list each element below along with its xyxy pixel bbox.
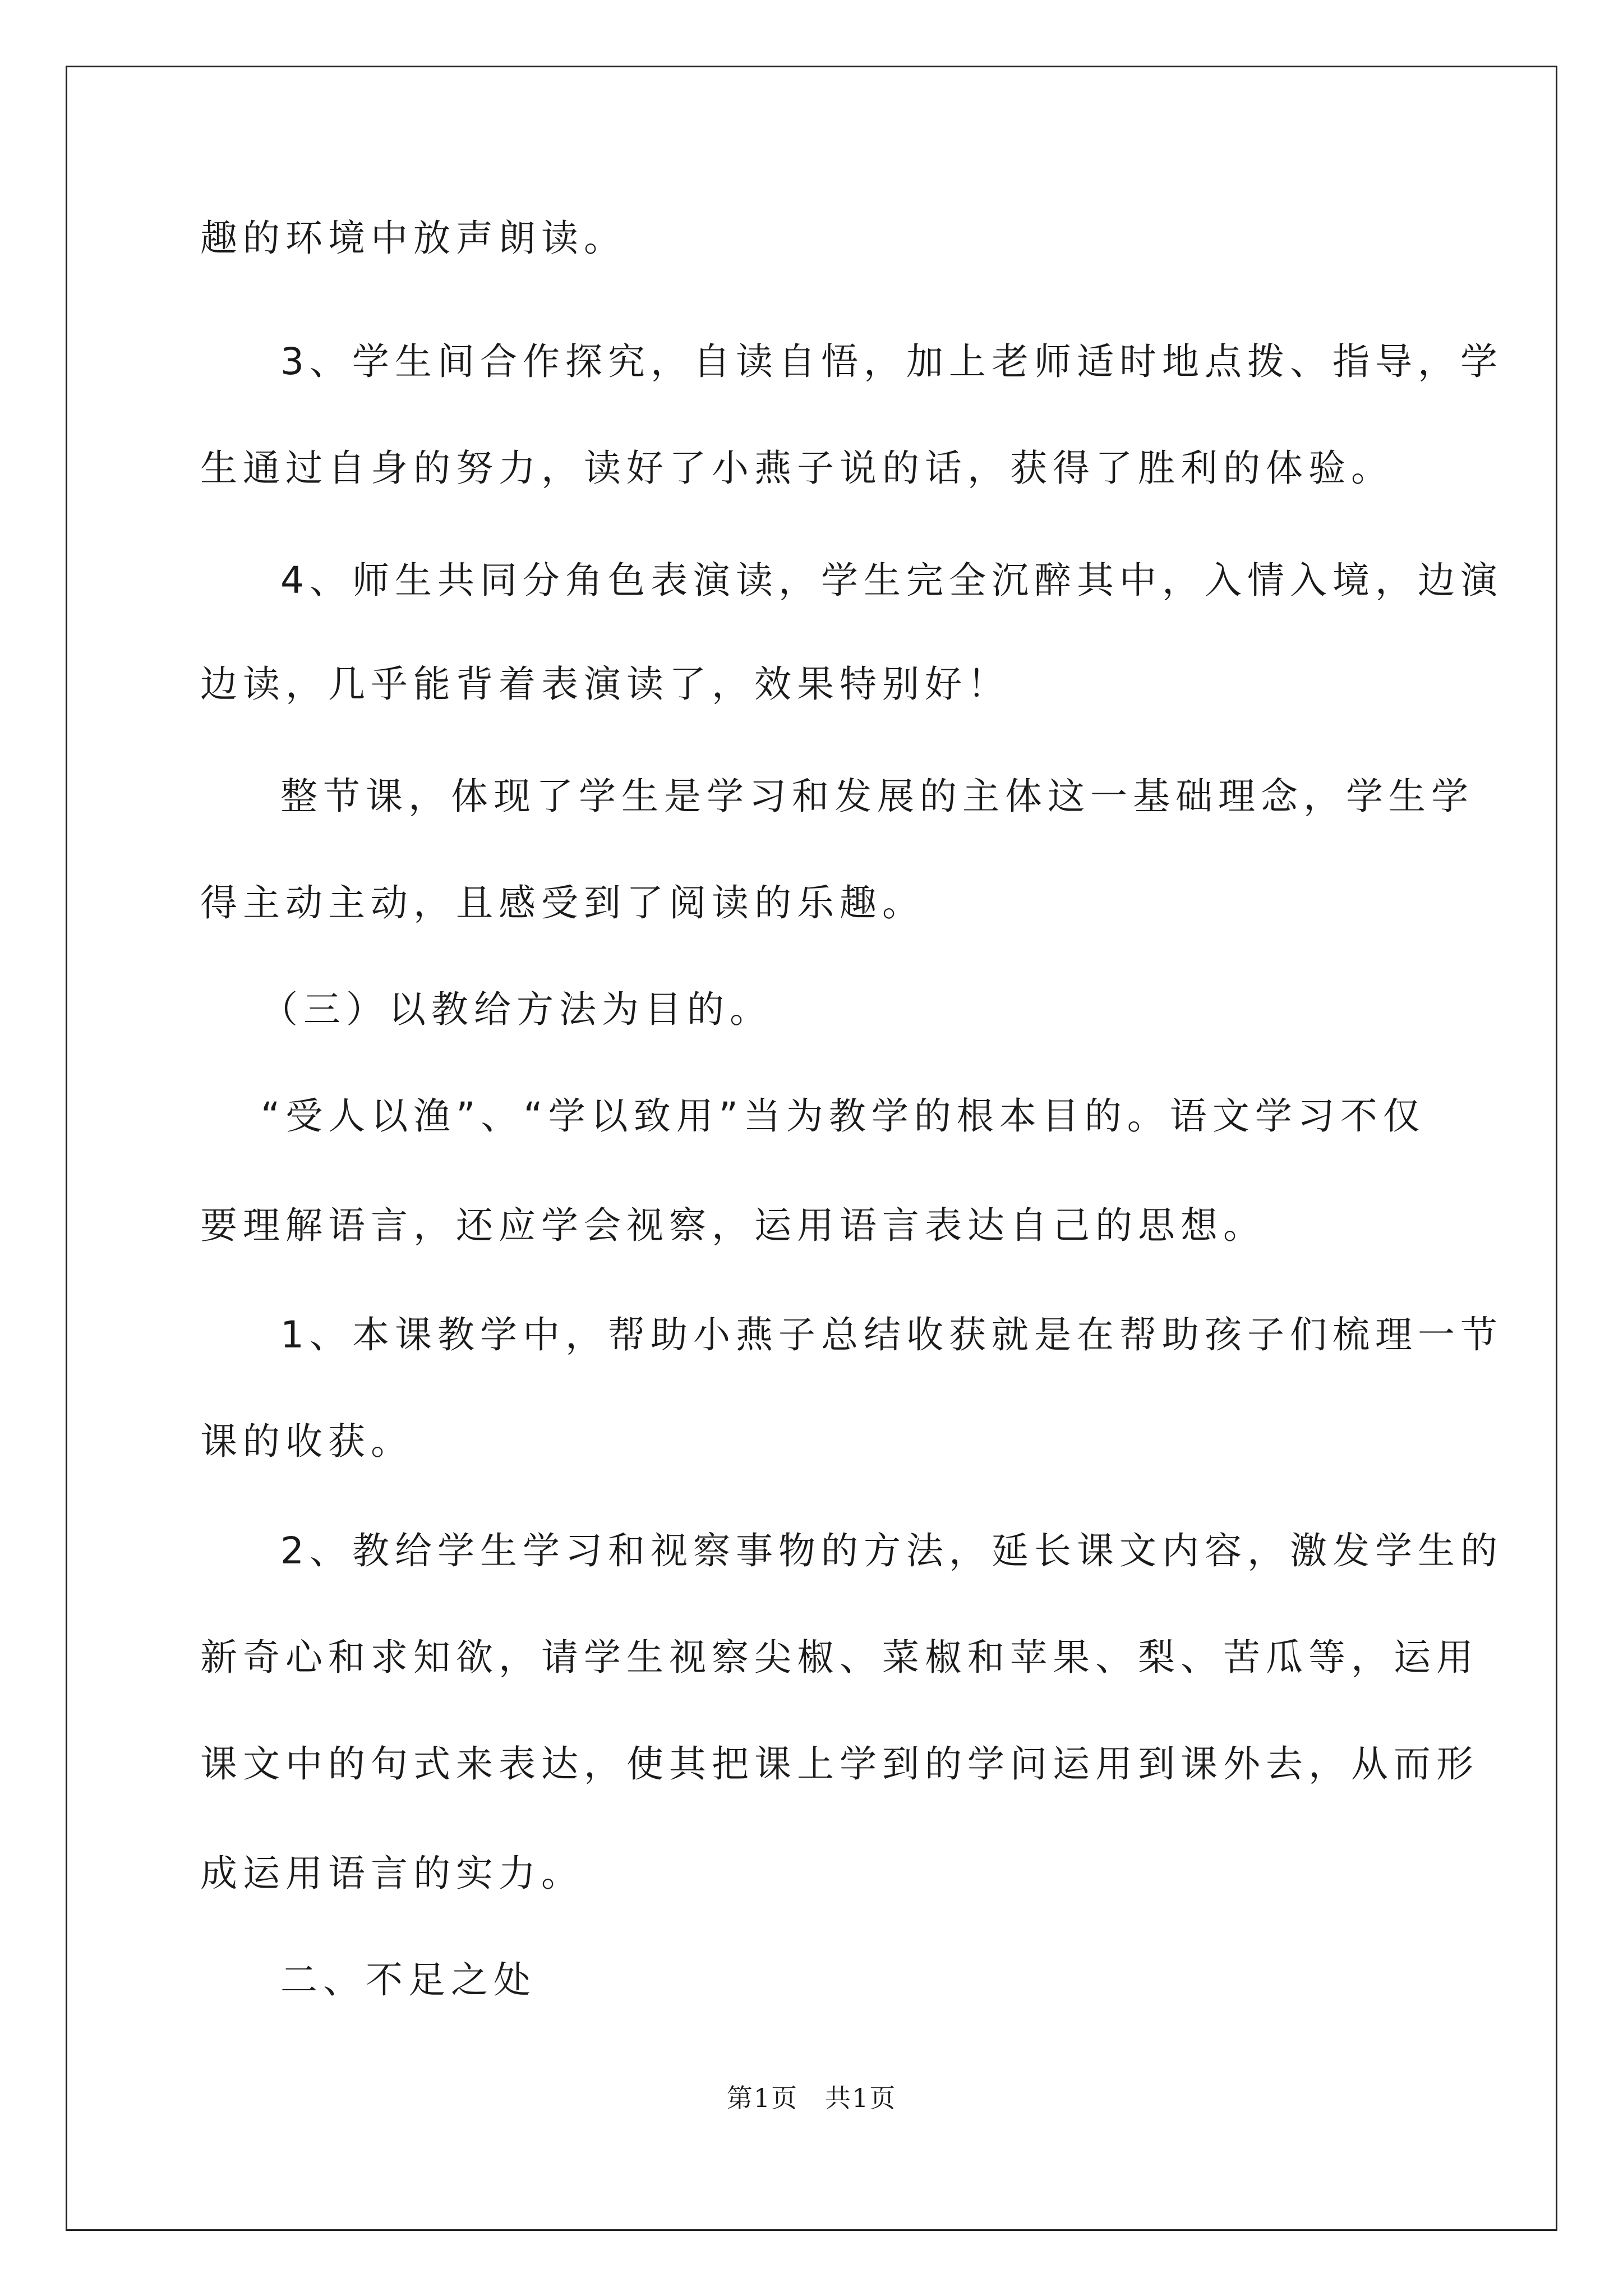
text-line: 要理解语言，还应学会视察，运用语言表达自己的思想。 — [200, 1204, 1266, 1247]
text-line: 课文中的句式来表达，使其把课上学到的学问运用到课外去，从而形 — [200, 1742, 1479, 1786]
text-line: 4、师生共同分角色表演读，学生完全沉醉其中，入情入境，边演 — [280, 559, 1503, 602]
text-line: 3、学生间合作探究，自读自悟，加上老师适时地点拨、指导，学 — [280, 340, 1503, 383]
section-heading: （三）以教给方法为目的。 — [261, 988, 772, 1031]
page-footer: 第1页 共1页 — [726, 2083, 897, 2113]
text-line: 趣的环境中放声朗读。 — [200, 217, 626, 260]
text-line: 得主动主动，且感受到了阅读的乐趣。 — [200, 881, 925, 924]
text-line: 成运用语言的实力。 — [200, 1852, 584, 1895]
text-line: 1、本课教学中，帮助小燕子总结收获就是在帮助孩子们梳理一节 — [280, 1313, 1503, 1356]
section-heading: 二、不足之处 — [280, 1958, 536, 2001]
text-line: 生通过自身的努力，读好了小燕子说的话，获得了胜利的体验。 — [200, 447, 1394, 490]
text-line: 新奇心和求知欲，请学生视察尖椒、菜椒和苹果、梨、苦瓜等，运用 — [200, 1636, 1479, 1679]
text-line: 边读，几乎能背着表演读了，效果特别好！ — [200, 662, 1010, 706]
page-border — [66, 66, 1557, 2231]
text-line: 2、教给学生学习和视察事物的方法，延长课文内容，激发学生的 — [280, 1529, 1503, 1572]
text-line: 整节课，体现了学生是学习和发展的主体这一基础理念，学生学 — [280, 775, 1474, 818]
text-line: 课的收获。 — [200, 1420, 413, 1463]
text-line: “受人以渔”、“学以致用”当为教学的根本目的。语文学习不仅 — [261, 1094, 1426, 1138]
